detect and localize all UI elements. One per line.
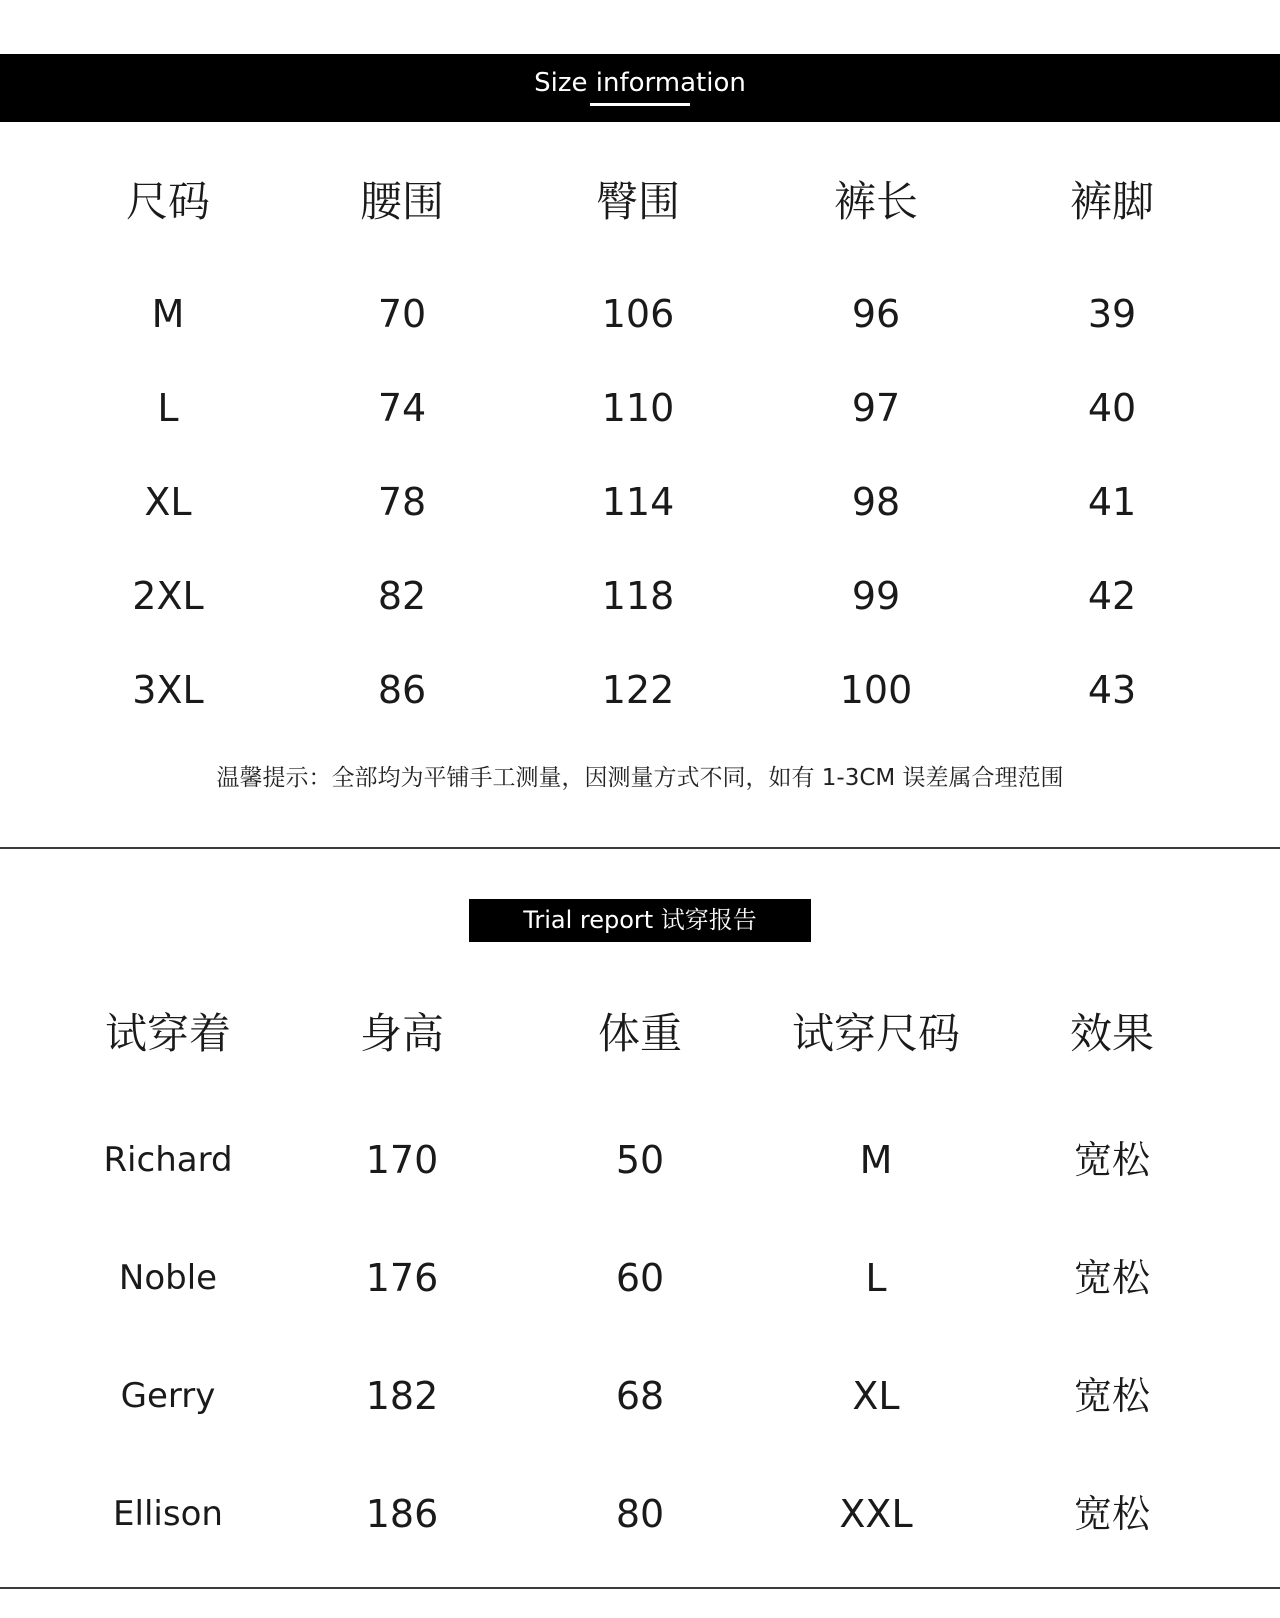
- size-cell: 40: [1087, 386, 1137, 430]
- size-cell: 100: [839, 668, 913, 712]
- trial-cell-name: Ellison: [113, 1494, 223, 1534]
- size-cell: 3XL: [132, 668, 204, 712]
- size-cell: 39: [1087, 292, 1137, 336]
- trial-cell: L: [865, 1256, 887, 1300]
- size-cell: 122: [601, 668, 675, 712]
- trial-cell: XXL: [839, 1492, 913, 1536]
- trial-cell: 182: [365, 1374, 439, 1418]
- size-cell: 106: [601, 292, 675, 336]
- size-cell: 74: [377, 386, 427, 430]
- trial-header-wearer: 试穿着: [104, 1009, 231, 1058]
- size-cell: 42: [1087, 574, 1137, 618]
- section-divider: [0, 847, 1280, 849]
- trial-header-fit: 效果: [1069, 1009, 1154, 1058]
- trial-cell-name: Gerry: [120, 1376, 216, 1416]
- size-cell: 86: [377, 668, 427, 712]
- size-info-title: Size information: [534, 68, 746, 98]
- size-cell: 82: [377, 574, 427, 618]
- trial-header-size: 试穿尺码: [791, 1009, 960, 1058]
- trial-cell: 176: [365, 1256, 439, 1300]
- size-header-hip: 臀围: [595, 177, 680, 226]
- size-cell: L: [157, 386, 179, 430]
- trial-cell: 170: [365, 1138, 439, 1182]
- size-header-size: 尺码: [125, 177, 210, 226]
- size-cell: 96: [851, 292, 901, 336]
- trial-cell: 宽松: [1073, 1256, 1150, 1300]
- size-cell: M: [151, 292, 185, 336]
- trial-header-height: 身高: [359, 1009, 444, 1058]
- size-cell: 118: [601, 574, 675, 618]
- trial-cell: 50: [615, 1138, 665, 1182]
- trial-cell: 宽松: [1073, 1492, 1150, 1536]
- size-header-hem: 裤脚: [1069, 177, 1154, 226]
- trial-report-badge: Trial report 试穿报告: [469, 899, 811, 942]
- trial-cell: 宽松: [1073, 1138, 1150, 1182]
- size-cell: 41: [1087, 480, 1137, 524]
- trial-cell: 186: [365, 1492, 439, 1536]
- size-info-title-underline: [590, 103, 690, 106]
- size-cell: 110: [601, 386, 675, 430]
- measurement-note: 温馨提示：全部均为平铺手工测量，因测量方式不同，如有 1-3CM 误差属合理范围: [216, 765, 1064, 791]
- size-cell: 78: [377, 480, 427, 524]
- size-cell: 70: [377, 292, 427, 336]
- size-cell: 2XL: [132, 574, 204, 618]
- trial-cell-name: Richard: [103, 1140, 233, 1180]
- trial-cell: M: [859, 1138, 893, 1182]
- size-cell: 97: [851, 386, 901, 430]
- size-header-waist: 腰围: [359, 177, 444, 226]
- trial-header-weight: 体重: [597, 1009, 682, 1058]
- trial-cell: 60: [615, 1256, 665, 1300]
- size-cell: 98: [851, 480, 901, 524]
- trial-cell: 68: [615, 1374, 665, 1418]
- trial-cell: 宽松: [1073, 1374, 1150, 1418]
- size-info-banner: [0, 54, 1280, 122]
- size-cell: 99: [851, 574, 901, 618]
- size-cell: XL: [144, 480, 192, 524]
- trial-cell: 80: [615, 1492, 665, 1536]
- trial-cell: XL: [852, 1374, 900, 1418]
- size-header-length: 裤长: [833, 177, 918, 226]
- bottom-divider: [0, 1587, 1280, 1589]
- trial-cell-name: Noble: [118, 1258, 218, 1298]
- size-cell: 43: [1087, 668, 1137, 712]
- size-cell: 114: [601, 480, 675, 524]
